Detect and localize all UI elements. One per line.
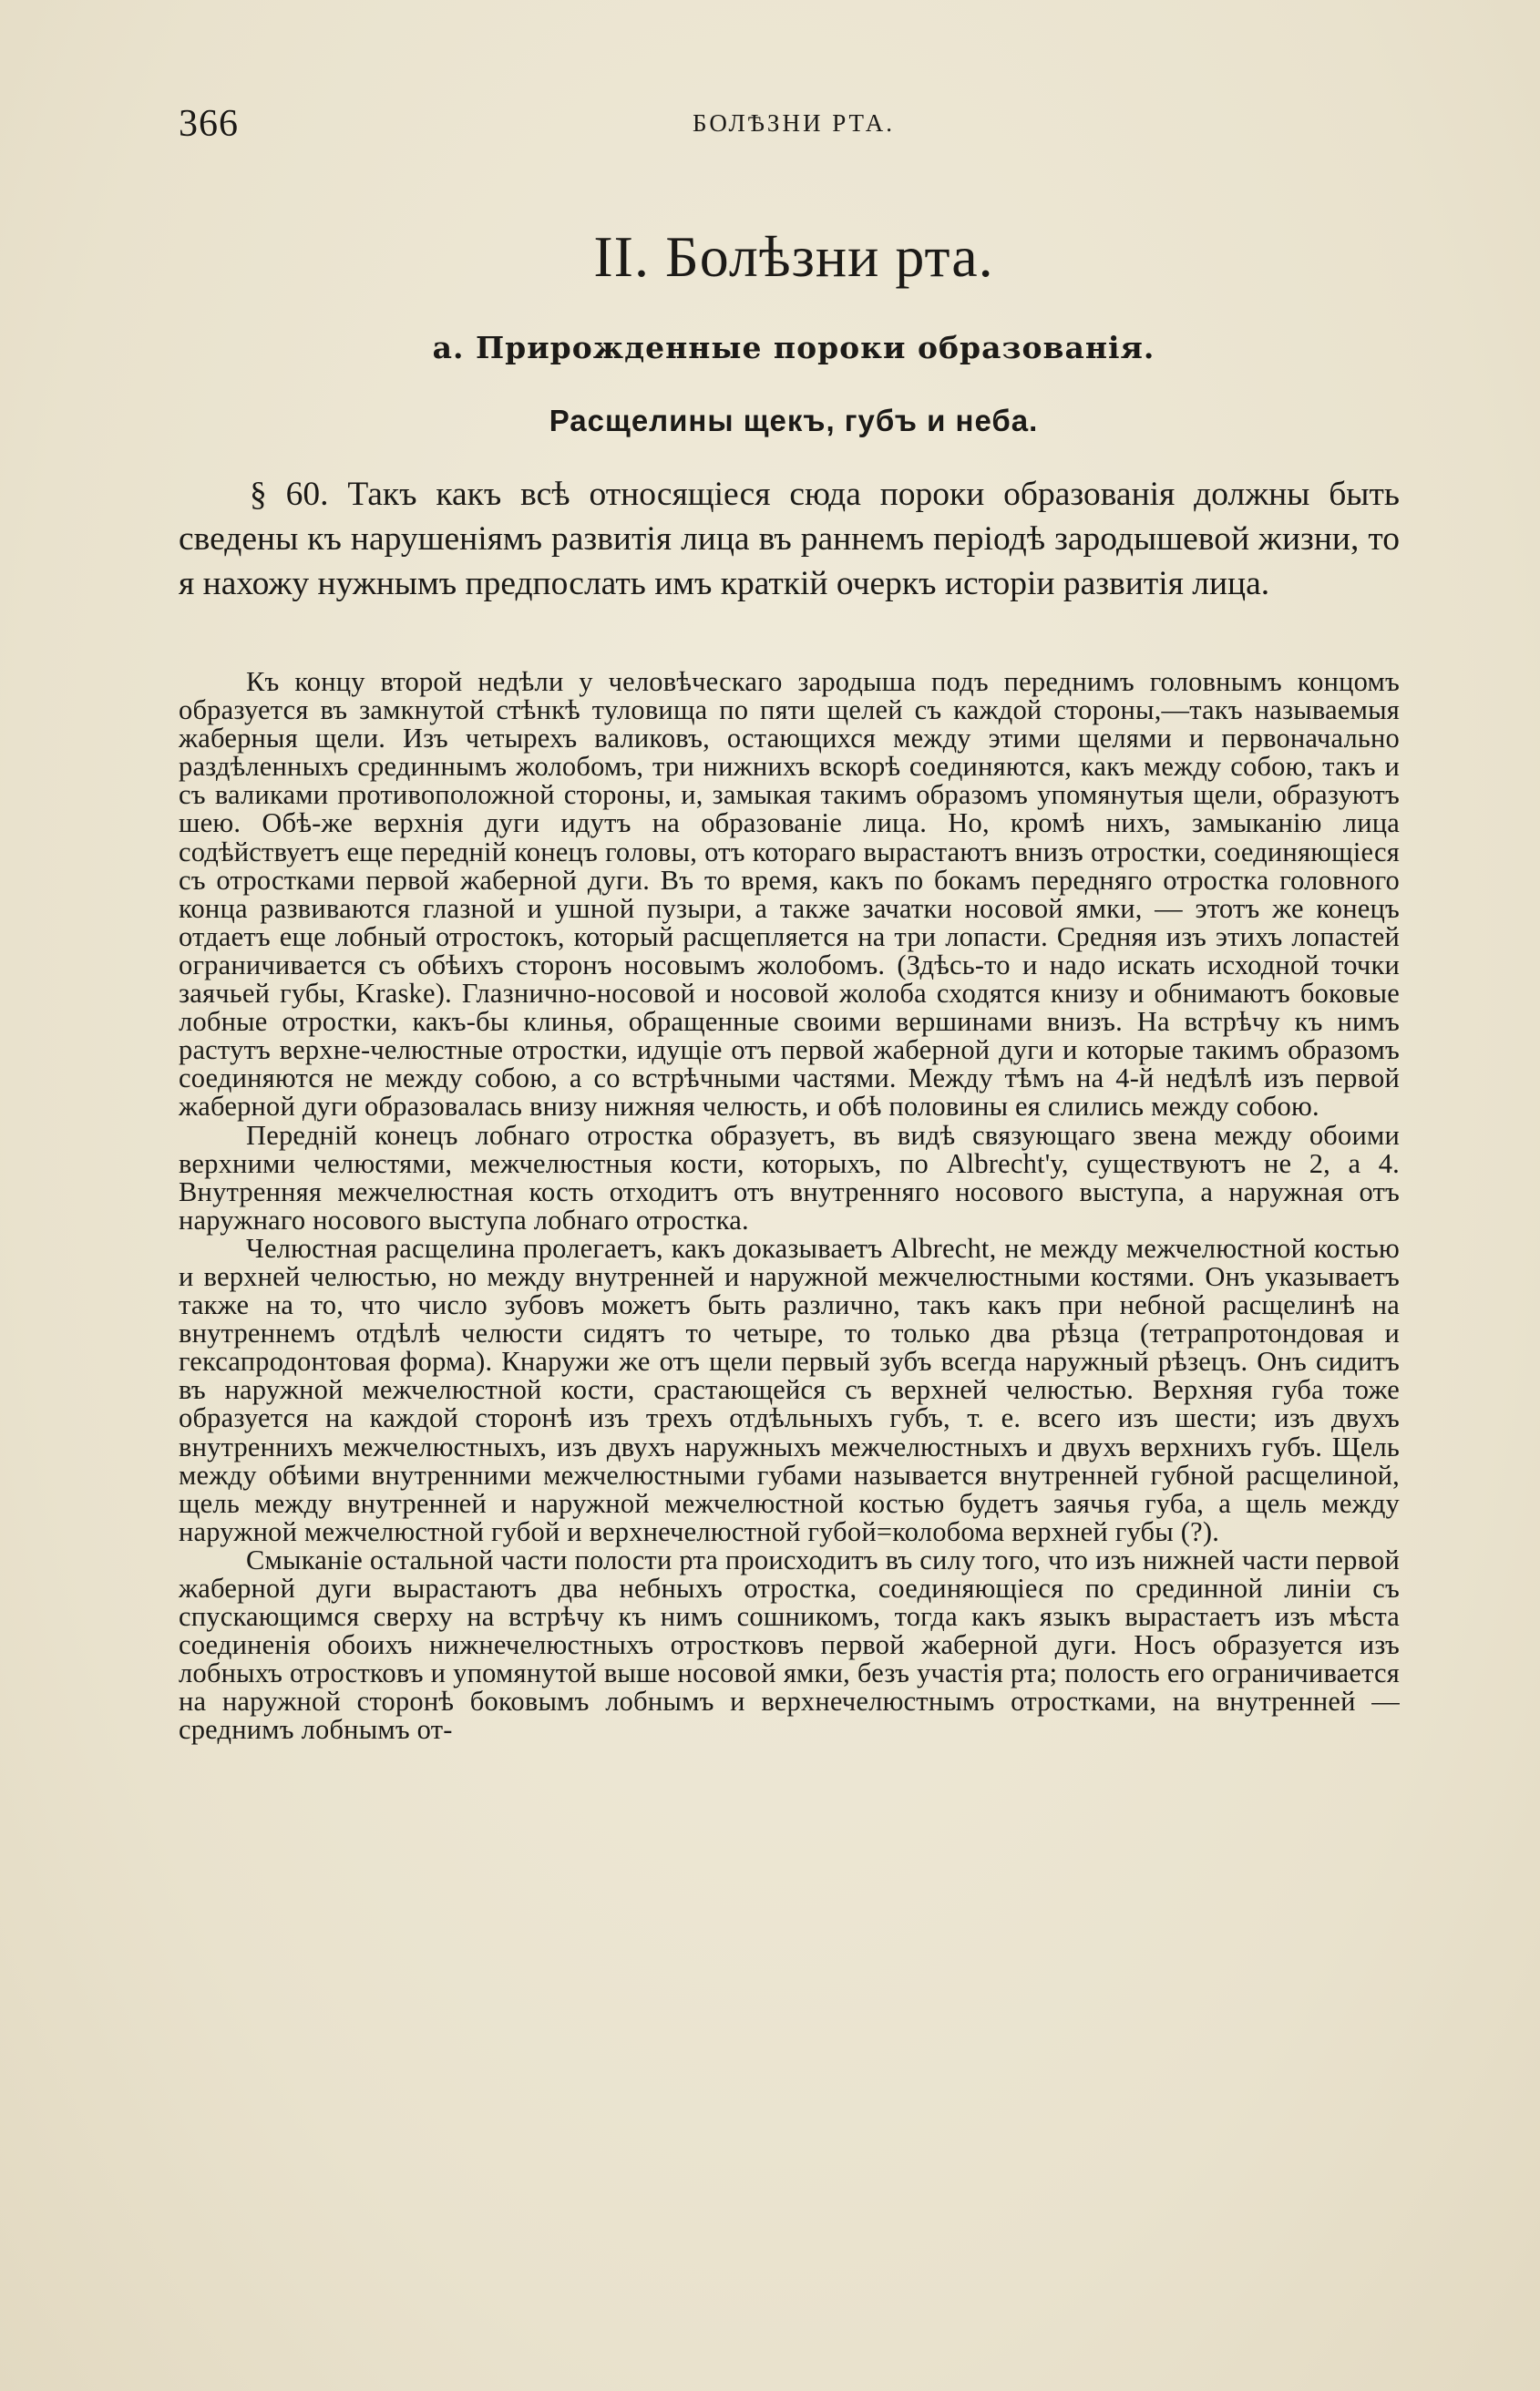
subsection-title: а. Прирожденные пороки образованія. [432,330,1155,365]
running-head [179,102,1409,148]
intro-section [179,472,1400,606]
page-number: 366 [179,103,239,145]
body-paragraph-3: Челюстная расщелина пролегаетъ, какъ доказываетъ Albrecht, не между межчелюстной костью и верхней челюстью, но между внутренней и наружной межчелюстными костями. Онъ указываетъ также на то, что число зубовъ можетъ быть различно, такъ какъ при небной расщелинѣ на внутреннемъ отдѣлѣ челюсти сидятъ то четыре, то только два рѣзца (тетрапротондовая и гексапродонтовая форма). Кнаружи же отъ щели первый зубъ всегда наружный рѣзецъ. Онъ сидитъ въ наружной межчелюстной кости, срастающейся съ верхней челюстью. Верхняя губа тоже образуется на каждой сторонѣ изъ трехъ отдѣльныхъ губъ, т. е. всего изъ шести; изъ двухъ внутреннихъ межчелюстныхъ, изъ двухъ наружныхъ межчелюстныхъ и двухъ верхнихъ губъ. Щель между обѣими внутренними межчелюстными губами называется внутренней губной расщелиной, щель между внутренней и наружной межчелюстной костью будетъ заячья губа, а щель между наружной межчелюстной губой и верхнечелюстной губой=колобома верхней губы (?). [179,1232,1400,1547]
running-title: БОЛѢЗНИ РТА. [693,109,895,137]
body-paragraph-1: Къ концу второй недѣли у человѣческаго зародыша подъ переднимъ головнымъ концомъ образуется въ замкнутой стѣнкѣ туловища по пяти щелей съ каждой стороны,—такъ называемыя жаберныя щели. Изъ четырехъ валиковъ, остающихся между этими щелями и первоначально раздѣленныхъ срединнымъ жолобомъ, три нижнихъ вскорѣ соединяются, какъ между собою, такъ и съ валиками противоположной стороны, и, замыкая такимъ образомъ упомянутыя щели, образуютъ шею. Обѣ-же верхнія дуги идутъ на образованіе лица. Но, кромѣ нихъ, замыканію лица содѣйствуетъ еще передній конецъ головы, отъ котораго вырастаютъ внизъ отростки, соединяющіеся съ отростками первой жаберной дуги. Въ то время, какъ по бокамъ передняго отростка головного конца развиваются глазной и ушной пузыри, а также зачатки носовой ямки, — этотъ же конецъ отдаетъ еще лобный отростокъ, который расщепляется на три лопасти. Средняя изъ этихъ лопастей ограничивается съ обѣихъ сторонъ носовымъ жолобомъ. (Здѣсь-то и надо искать исходной точки заячьей губы, Kraske). Глазнично-носовой и носовой жолоба сходятся книзу и обнимаютъ боковые лобные отростки, какъ-бы клинья, обращенные своими вершинами внизъ. На встрѣчу къ нимъ растутъ верхне-челюстные отростки, идущіе отъ первой жаберной дуги и которые такимъ образомъ соединяются не между собою, а со встрѣчными частями. Между тѣмъ на 4-й недѣлѣ изъ первой жаберной дуги образовалась внизу нижняя челюсть, и обѣ половины ея слились между собою. [179,666,1400,1123]
body-paragraph-4: Смыканіе остальной части полости рта происходитъ въ силу того, что изъ нижней части первой жаберной дуги вырастаютъ два небныхъ отростка, соединяющіеся по срединной линіи съ спускающимся сверху на встрѣчу къ нимъ сошникомъ, тогда какъ языкъ вырастаетъ изъ мѣста соединенія обоихъ нижнечелюстныхъ отростковъ первой жаберной дуги. Носъ образуется изъ лобныхъ отростковъ и упомянутой выше носовой ямки, безъ участія рта; полость его ограничивается на наружной сторонѣ боковымъ лобнымъ и верхнечелюстнымъ отростками, на внутренней — среднимъ лобнымъ от- [179,1544,1400,1746]
body-text [179,668,1400,1745]
chapter-title: II. Болѣзни рта. [593,224,994,289]
body-paragraph-2: Передній конецъ лобнаго отростка образуетъ, въ видѣ связующаго звена между обоими верхними челюстями, межчелюстныя кости, которыхъ, по Albrecht'у, существуютъ не 2, а 4. Внутренняя межчелюстная кость отходитъ отъ внутренняго носового выступа, а наружная отъ наружнаго носового выступа лобнаго отростка. [179,1119,1400,1236]
intro-paragraph: § 60. Такъ какъ всѣ относящіеся сюда пороки образованія должны быть сведены къ нарушеніямъ развитія лица въ раннемъ періодѣ зародышевой жизни, то я нахожу нужнымъ предпослать имъ краткій очеркъ исторіи развитія лица. [179,476,1400,602]
section-heading: Расщелины щекъ, губъ и неба. [549,404,1039,437]
